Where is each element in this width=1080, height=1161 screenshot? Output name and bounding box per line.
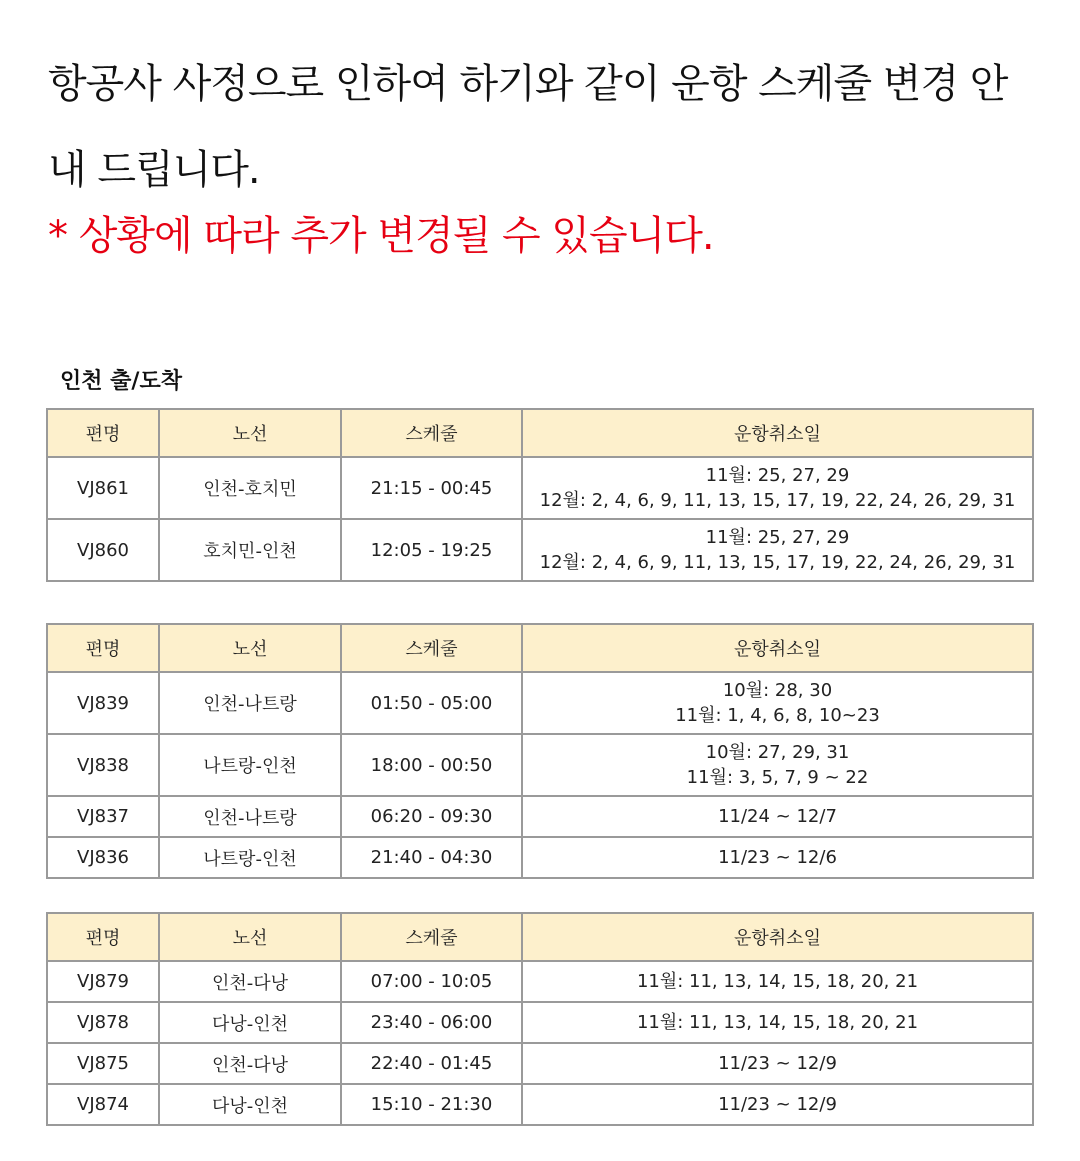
schedule-cell: 21:15 - 00:45 xyxy=(341,457,522,519)
schedule-cell: 18:00 - 00:50 xyxy=(341,734,522,796)
schedule-table-danang xyxy=(46,912,1034,1126)
flight-cell: VJ879 xyxy=(47,961,159,1002)
cancel-dates-line: 11/24 ~ 12/7 xyxy=(718,806,837,827)
route-cell: 호치민-인천 xyxy=(159,519,341,581)
table-row xyxy=(47,961,1033,1002)
route-cell: 인천-나트랑 xyxy=(159,672,341,734)
flight-cell: VJ875 xyxy=(47,1043,159,1084)
route-cell: 인천-다낭 xyxy=(159,1043,341,1084)
schedule-cell: 15:10 - 21:30 xyxy=(341,1084,522,1125)
cancel-dates-cell xyxy=(522,796,1033,837)
header-cancel-dates: 운항취소일 xyxy=(522,913,1033,961)
table-row xyxy=(47,672,1033,734)
table-row xyxy=(47,796,1033,837)
schedule-cell: 23:40 - 06:00 xyxy=(341,1002,522,1043)
cancel-dates-line: 11월: 25, 27, 29 xyxy=(705,527,850,548)
section-title: 인천 출/도착 xyxy=(60,369,182,394)
flight-cell: VJ861 xyxy=(47,457,159,519)
route-cell: 인천-호치민 xyxy=(159,457,341,519)
table-header-row xyxy=(47,409,1033,457)
table-row xyxy=(47,1084,1033,1125)
flight-cell: VJ838 xyxy=(47,734,159,796)
table-row xyxy=(47,734,1033,796)
table-body xyxy=(47,961,1033,1125)
header-cancel-dates: 운항취소일 xyxy=(522,624,1033,672)
flight-cell: VJ878 xyxy=(47,1002,159,1043)
schedule-table-hochiminh xyxy=(46,408,1034,582)
cancel-dates-line: 11월: 3, 5, 7, 9 ~ 22 xyxy=(686,767,869,788)
cancel-dates-line: 11월: 11, 13, 14, 15, 18, 20, 21 xyxy=(636,971,919,992)
cancel-dates-line: 12월: 2, 4, 6, 9, 11, 13, 15, 17, 19, 22, 24, 26, 29, 31 xyxy=(539,490,1016,511)
table-row xyxy=(47,457,1033,519)
cancel-dates-cell xyxy=(522,457,1033,519)
change-notice: * 상황에 따라 추가 변경될 수 있습니다. xyxy=(48,213,714,259)
cancel-dates-cell xyxy=(522,1043,1033,1084)
cancel-dates-line: 10월: 27, 29, 31 xyxy=(705,742,850,763)
route-cell: 인천-나트랑 xyxy=(159,796,341,837)
cancel-dates-cell xyxy=(522,837,1033,878)
cancel-dates-cell xyxy=(522,734,1033,796)
cancel-dates-line: 11/23 ~ 12/9 xyxy=(718,1053,837,1074)
header-flight: 편명 xyxy=(47,624,159,672)
schedule-cell: 12:05 - 19:25 xyxy=(341,519,522,581)
route-cell: 나트랑-인천 xyxy=(159,734,341,796)
table-body xyxy=(47,672,1033,878)
header-schedule: 스케줄 xyxy=(341,913,522,961)
table-header-row xyxy=(47,913,1033,961)
cancel-dates-cell xyxy=(522,961,1033,1002)
intro-line-1: 항공사 사정으로 인하여 하기와 같이 운항 스케줄 변경 안 xyxy=(48,61,1008,107)
flight-cell: VJ839 xyxy=(47,672,159,734)
schedule-table-nhatrang xyxy=(46,623,1034,879)
schedule-cell: 01:50 - 05:00 xyxy=(341,672,522,734)
header-flight: 편명 xyxy=(47,409,159,457)
flight-cell: VJ874 xyxy=(47,1084,159,1125)
route-cell: 다낭-인천 xyxy=(159,1002,341,1043)
cancel-dates-line: 11/23 ~ 12/9 xyxy=(718,1094,837,1115)
route-cell: 다낭-인천 xyxy=(159,1084,341,1125)
table-row xyxy=(47,1043,1033,1084)
flight-cell: VJ860 xyxy=(47,519,159,581)
header-route: 노선 xyxy=(159,624,341,672)
table-row xyxy=(47,837,1033,878)
cancel-dates-cell xyxy=(522,1002,1033,1043)
header-schedule: 스케줄 xyxy=(341,624,522,672)
schedule-cell: 22:40 - 01:45 xyxy=(341,1043,522,1084)
route-cell: 인천-다낭 xyxy=(159,961,341,1002)
cancel-dates-cell xyxy=(522,1084,1033,1125)
table-row xyxy=(47,519,1033,581)
table-row xyxy=(47,1002,1033,1043)
cancel-dates-line: 12월: 2, 4, 6, 9, 11, 13, 15, 17, 19, 22, 24, 26, 29, 31 xyxy=(539,552,1016,573)
schedule-cell: 21:40 - 04:30 xyxy=(341,837,522,878)
intro-line-2: 내 드립니다. xyxy=(48,147,260,193)
header-cancel-dates: 운항취소일 xyxy=(522,409,1033,457)
intro-text xyxy=(48,40,1048,214)
header-schedule: 스케줄 xyxy=(341,409,522,457)
cancel-dates-line: 11월: 11, 13, 14, 15, 18, 20, 21 xyxy=(636,1012,919,1033)
cancel-dates-cell xyxy=(522,519,1033,581)
header-flight: 편명 xyxy=(47,913,159,961)
cancel-dates-line: 10월: 28, 30 xyxy=(722,680,833,701)
cancel-dates-line: 11월: 1, 4, 6, 8, 10~23 xyxy=(675,705,880,726)
flight-cell: VJ837 xyxy=(47,796,159,837)
cancel-dates-cell xyxy=(522,672,1033,734)
cancel-dates-line: 11월: 25, 27, 29 xyxy=(705,465,850,486)
header-route: 노선 xyxy=(159,409,341,457)
header-route: 노선 xyxy=(159,913,341,961)
flight-cell: VJ836 xyxy=(47,837,159,878)
schedule-cell: 07:00 - 10:05 xyxy=(341,961,522,1002)
cancel-dates-line: 11/23 ~ 12/6 xyxy=(718,847,837,868)
schedule-cell: 06:20 - 09:30 xyxy=(341,796,522,837)
table-header-row xyxy=(47,624,1033,672)
route-cell: 나트랑-인천 xyxy=(159,837,341,878)
table-body xyxy=(47,457,1033,581)
